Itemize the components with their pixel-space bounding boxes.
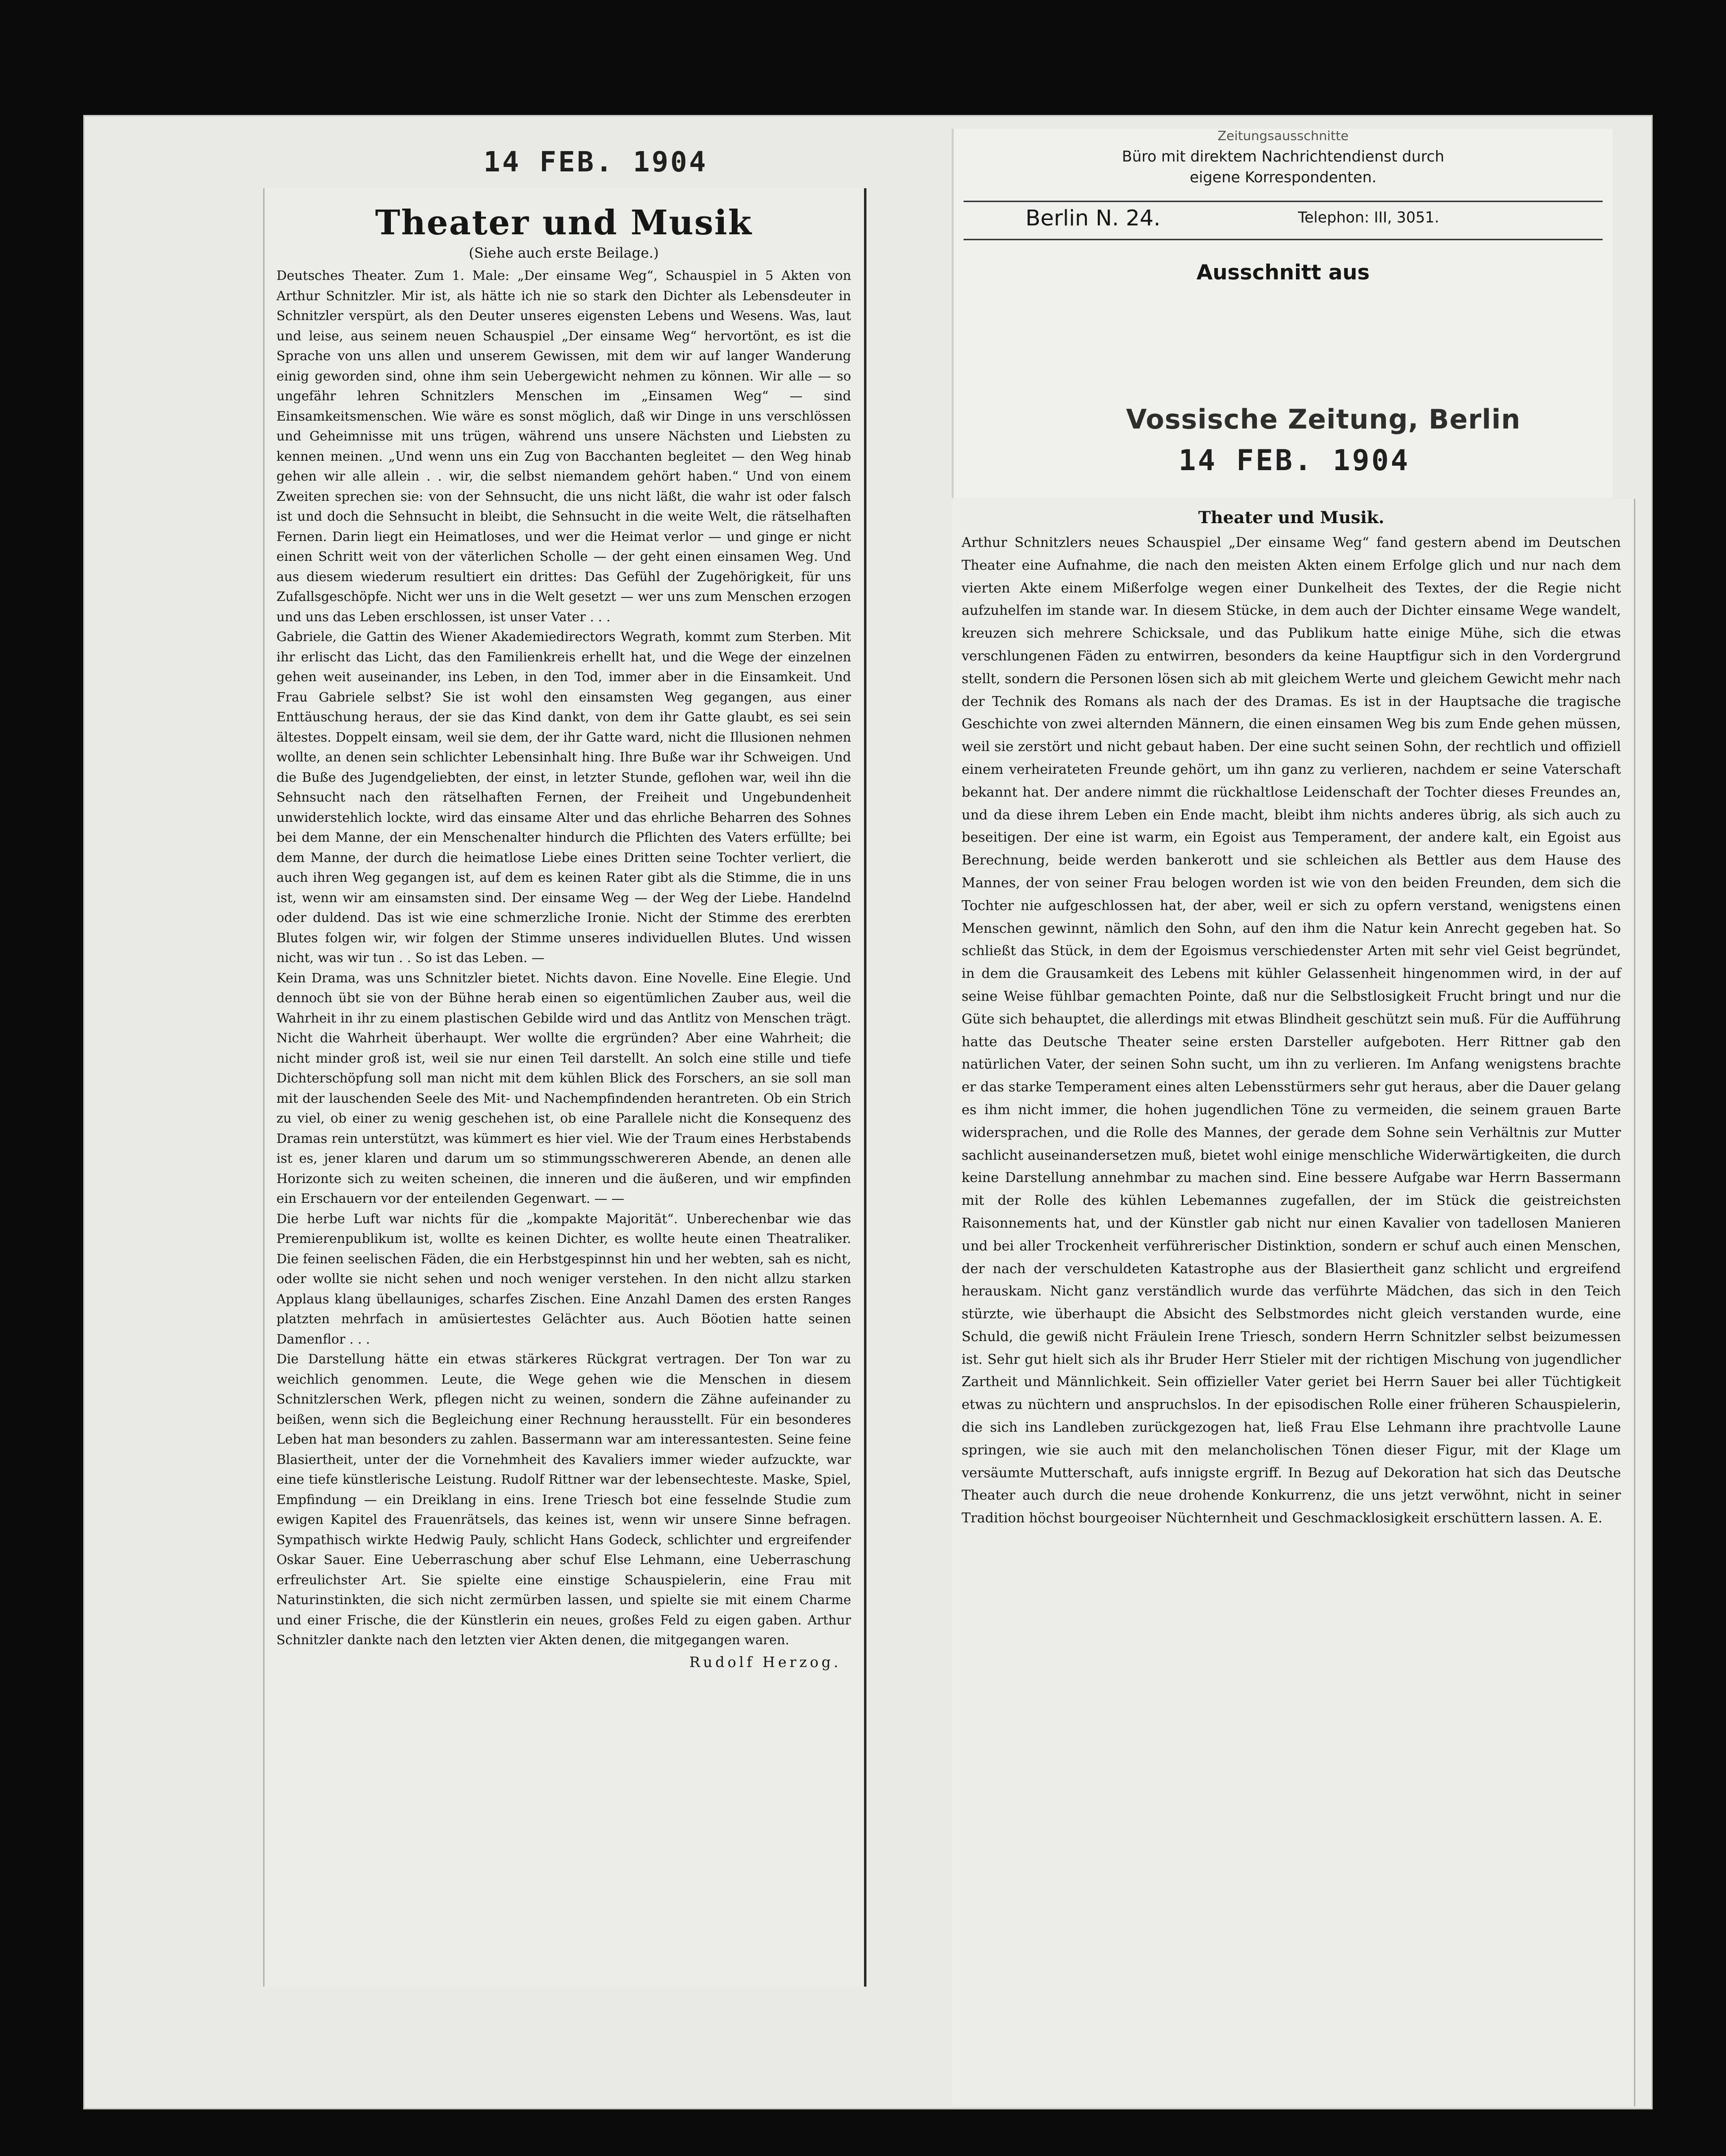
service-line-1: Zeitungsausschnitte <box>1217 129 1349 144</box>
divider-line <box>964 201 1603 202</box>
clipping-body-left: Deutsches Theater. Zum 1. Male: „Der einsame Weg“, Schauspiel in 5 Akten von Arthur Schnitzler. Mir ist, als hätte ich nie so stark den Dichter als Lebensdeuter in Schnitzler verspürt, als den Deuter unseres eigensten Lebens und Wesens. Was, laut und leise, aus seinem neuen Schauspiel „Der einsame Weg“ hervortönt, es ist die Sprache von uns allen und unserem Gewissen, mit dem wir auf langer Wanderung einig geworden sind, ohne ihm sein Uebergewicht nehmen zu können. Wir alle — so ungefähr lehren Schnitzlers Menschen im „Einsamen Weg“ — sind Einsamkeitsmenschen. Wie wäre es sonst möglich, daß wir Dinge in uns verschlössen und Geheimnisse mit uns trügen, während uns unsere Nächsten und Liebsten zu kennen meinen. „Und wenn uns ein Zug von Bacchanten begleitet — den Weg hinab gehen wir alle allein . . wir, die selbst niemandem gehört haben.“ Und von einem Zweiten sprechen sie: von der Sehnsucht, die uns nicht läßt, die wahr ist oder falsch ist und doch die Sehnsucht in bleibt, die Sehnsucht in die weite Welt, die rätselhaften Fernen. Darin liegt ein Heimatloses, und wer die Heimat verlor — und ginge er nicht einen Schritt weit von der väterlichen Scholle — der geht einen einsamen Weg. Und aus diesem wiederum resultiert ein drittes: Das Gefühl der Zugehörigkeit, für uns Zufallsgeschöpfe. Nicht wer uns in die Welt gesetzt — wer uns zum Menschen erzogen und uns das Leben erschlossen, ist unser Vater . . . Gabriele, die Gattin des Wiener Akademiedirectors Wegrath, kommt zum Sterben. Mit ihr erlischt das Licht, das den Familienkreis erhellt hat, und die Wege der einzelnen gehen weit auseinander, ins Leben, in den Tod, immer aber in die Einsamkeit. Und Frau Gabriele selbst? Sie ist wohl den einsamsten Weg gegangen, aus einer Enttäuschung heraus, der sie das Kind dankt, von dem ihr Gatte glaubt, es sei sein ältestes. Doppelt einsam, weil sie dem, der ihr Gatte ward, nicht die Illusionen nehmen wollte, an denen sein schlichter Lebensinhalt hing. Ihre Buße war ihr Schweigen. Und die Buße des Jugendgeliebten, der einst, in letzter Stunde, geflohen war, weil ihn die Sehnsucht nach den rätselhaften Fernen, der Freiheit und Ungebundenheit unwiderstehlich lockte, wird das einsame Alter und das ehrliche Beharren des Sohnes bei dem Manne, der ein Menschenalter hindurch die Pflichten des Vaters erfüllte; bei dem Manne, der durch die heimatlose Liebe eines Dritten seine Tochter verliert, die auch ihren Weg gegangen ist, auf dem es keinen Rater gibt als die Stimme, die in uns ist, wenn wir am einsamsten sind. Der einsame Weg — der Weg der Liebe. Handelnd oder duldend. Das ist wie eine schmerzliche Ironie. Nicht der Stimme des ererbten Blutes folgen wir, wir folgen der Stimme unseres individuellen Blutes. Und wissen nicht, was wir tun . . So ist das Leben. — Kein Drama, was uns Schnitzler bietet. Nichts davon. Eine Novelle. Eine Elegie. Und dennoch übt sie von der Bühne herab einen so eigentümlichen Zauber aus, weil die Wahrheit in ihr zu einem plastischen Gebilde wird und das Antlitz von Menschen trägt. Nicht die Wahrheit überhaupt. Wer wollte die ergründen? Aber eine Wahrheit; die nicht minder groß ist, weil sie nur einen Teil darstellt. An solch eine stille und tiefe Dichterschöpfung soll man nicht mit dem kühlen Blick des Forschers, an sie soll man mit der lauschenden Seele des Mit- und Nachempfindenden herantreten. Ob ein Strich zu viel, ob einer zu wenig geschehen ist, ob eine Parallele nicht die Konsequenz des Dramas rein unterstützt, was kümmert es hier viel. Wie der Traum eines Herbstabends ist es, jener klaren und darum um so stimmungsschwereren Abende, an denen alle Horizonte sich zu weiten scheinen, die inneren und die äußeren, und wir empfinden ein Erschauern vor der enteilenden Gegenwart. — — Die herbe Luft war nichts für die „kompakte Majorität“. Unberechenbar wie das Premierenpublikum ist, wollte es keinen Dichter, es wollte heute einen Theatraliker. Die feinen seelischen Fäden, die ein Herbstgespinnst hin und her webten, sah es nicht, oder wollte sie nicht sehen und noch weniger verstehen. In den nicht allzu starken Applaus klang übellauniges, scharfes Zischen. Eine Anzahl Damen des ersten Ranges platzten mehrfach in amüsiertestes Gelächter aus. Auch Böotien hatte seinen Damenflor . . . Die Darstellung hätte ein etwas stärkeres Rückgrat vertragen. Der Ton war zu weichlich genommen. Leute, die Wege gehen wie die Menschen in diesem Schnitzlerschen Werk, pflegen nicht zu weinen, sondern die Zähne aufeinander zu beißen, wenn sich die Begleichung einer Rechnung herausstellt. Für ein besonderes Leben hat man besonders zu zahlen. Bassermann war am interessantesten. Seine feine Blasiertheit, unter der die Vornehmheit des Kavaliers immer wieder aufzuckte, war eine tiefe künstlerische Leistung. Rudolf Rittner war der lebensechteste. Maske, Spiel, Empfindung — ein Dreiklang in eins. Irene Triesch bot eine fesselnde Studie zum ewigen Kapitel des Frauenrätsels, das keines ist, wenn wir unsere Sinne befragen. Sympathisch wirkte Hedwig Pauly, schlicht Hans Godeck, schlichter und ergreifender Oskar Sauer. Eine Ueberraschung aber schuf Else Lehmann, eine Ueberraschung erfreulichster Art. Sie spielte eine einstige Schauspielerin, eine Frau mit Naturinstinkten, die sich nicht zermürben lassen, und spielte sie mit einem Charme und einer Frische, die der Künstlerin ein neues, großes Feld zu eigen gaben. Arthur Schnitzler dankte nach den letzten vier Akten denen, die mitgegangen waren. <box>276 269 851 1648</box>
clipping-right <box>952 499 1635 2106</box>
clipping-headline: Theater und Musik <box>375 203 753 243</box>
clipping-subline: (Siehe auch erste Beilage.) <box>469 245 659 261</box>
byline: Rudolf Herzog. <box>689 1653 841 1671</box>
city-address: Berlin N. 24. <box>1025 206 1161 231</box>
scrapbook-page <box>83 115 1653 2109</box>
ausschnitt-label: Ausschnitt aus <box>1196 260 1370 284</box>
clipping-left <box>263 188 866 1987</box>
date-stamp-left: 14 FEB. 1904 <box>484 146 708 178</box>
clipping-body-right: Arthur Schnitzlers neues Schauspiel „Der einsame Weg“ fand gestern abend im Deutschen Theater eine Aufnahme, die nach den meisten Akten einem Erfolge glich und nur nach dem vierten Akte einem Mißerfolge wegen einer Dunkelheit des Textes, der die Regie nicht aufzuhelfen im stande war. In diesem Stücke, in dem auch der Dichter einsame Wege wandelt, kreuzen sich mehrere Schicksale, und das Publikum hatte einige Mühe, sich die etwas verschlungenen Fäden zu entwirren, besonders da keine Hauptfigur sich in den Vordergrund stellt, sondern die Personen lösen sich ab mit gleichem Werte und gleichem Gewicht mehr nach der Technik des Romans als nach der des Dramas. Es ist in der Hauptsache die tragische Geschichte von zwei alternden Männern, die einen einsamen Weg bis zum Ende gehen müssen, weil sie zerstört und nicht gebaut haben. Der eine sucht seinen Sohn, der rechtlich und offiziell einem verheirateten Freunde gehört, um ihn ganz zu verlieren, nachdem er seine Vaterschaft bekannt hat. Der andere nimmt die rückhaltlose Leidenschaft der Tochter dieses Freundes an, und da diese ihrem Leben ein Ende macht, bleibt ihm nichts anderes übrig, als sich auch zu beseitigen. Der eine ist warm, ein Egoist aus Temperament, der andere kalt, ein Egoist aus Berechnung, beide werden bankerott und sie schleichen als Bettler aus dem Hause des Mannes, der von seiner Frau belogen worden ist wie von den beiden Freunden, dem sich die Tochter nie aufgeschlossen hat, der aber, weil er sich zu opfern verstand, wenigstens einen Menschen gewinnt, nämlich den Sohn, auf den ihm die Natur kein Anrecht gegeben hat. So schließt das Stück, in dem der Egoismus verschiedenster Arten mit sehr viel Geist begründet, in dem die Grausamkeit des Lebens mit kühler Gelassenheit hingenommen wird, in der auf seine Weise fühlbar gemachten Pointe, daß nur die Selbstlosigkeit Frucht bringt und nur die Güte sich behauptet, die allerdings mit etwas Blindheit geschützt sein muß. Für die Aufführung hatte das Deutsche Theater seine ersten Darsteller aufgeboten. Herr Rittner gab den natürlichen Vater, der seinen Sohn sucht, um ihn zu verlieren. Im Anfang wenigstens brachte er das starke Temperament eines alten Lebensstürmers sehr gut heraus, aber die Dauer gelang es ihm nicht immer, die hohen jugendlichen Töne zu vermeiden, die seinem grauen Barte widersprachen, und die Rolle des Mannes, der gerade dem Sohne sein Verhältnis zur Mutter sachlicht auseinandersetzen muß, bietet wohl einige menschliche Widerwärtigkeiten, die durch keine Darstellung annehmbar zu machen sind. Eine bessere Aufgabe war Herrn Bassermann mit der Rolle des kühlen Lebemannes zugefallen, der im Stück die geistreichsten Raisonnements hat, und der Künstler gab nicht nur einen Kavalier von tadellosen Manieren und bei aller Trockenheit verführerischer Distinktion, sondern er schuf auch einen Menschen, der nach der verschuldeten Katastrophe aus der Blasiertheit ganz schlicht und ergreifend herauskam. Nicht ganz verständlich wurde das verführte Mädchen, das sich in den Teich stürzte, wie überhaupt die Absicht des Selbstmordes nicht gleich verstanden wurde, eine Schuld, die gewiß nicht Fräulein Irene Triesch, sondern Herrn Schnitzler selbst beizumessen ist. Sehr gut hielt sich als ihr Bruder Herr Stieler mit der richtigen Mischung von jugendlicher Zartheit und Männlichkeit. Sein offizieller Vater geriet bei Herrn Sauer bei aller Tüchtigkeit etwas zu nüchtern und anspruchslos. In der episodischen Rolle einer früheren Schauspielerin, die sich ins Landleben zurückgezogen hat, ließ Frau Else Lehmann ihre prachtvolle Laune springen, wie sie auch mit den melancholischen Tönen dieser Figur, mit der Klage um versäumte Mutterschaft, aufs innigste ergriff. In Bezug auf Dekoration hat sich das Deutsche Theater auch durch die neue drohende Konkurrenz, die uns jetzt verwöhnt, nicht in seiner Tradition höchst bourgeoiser Nüchternheit und Geschmacklosigkeit erschüttern lassen. A. E. <box>962 535 1621 1526</box>
clipping-headline-right: Theater und Musik. <box>1198 508 1385 528</box>
clipping-service-card <box>952 129 1613 498</box>
service-line-2: Büro mit direktem Nachrichtendienst durch <box>1122 148 1445 165</box>
telephone: Telephon: III, 3051. <box>1298 209 1440 226</box>
source-stamp: Vossische Zeitung, Berlin <box>1126 404 1521 435</box>
service-line-3: eigene Korrespondenten. <box>1189 169 1377 186</box>
date-stamp-right: 14 FEB. 1904 <box>1179 443 1410 477</box>
divider-line <box>964 239 1603 240</box>
service-header <box>954 129 1613 188</box>
